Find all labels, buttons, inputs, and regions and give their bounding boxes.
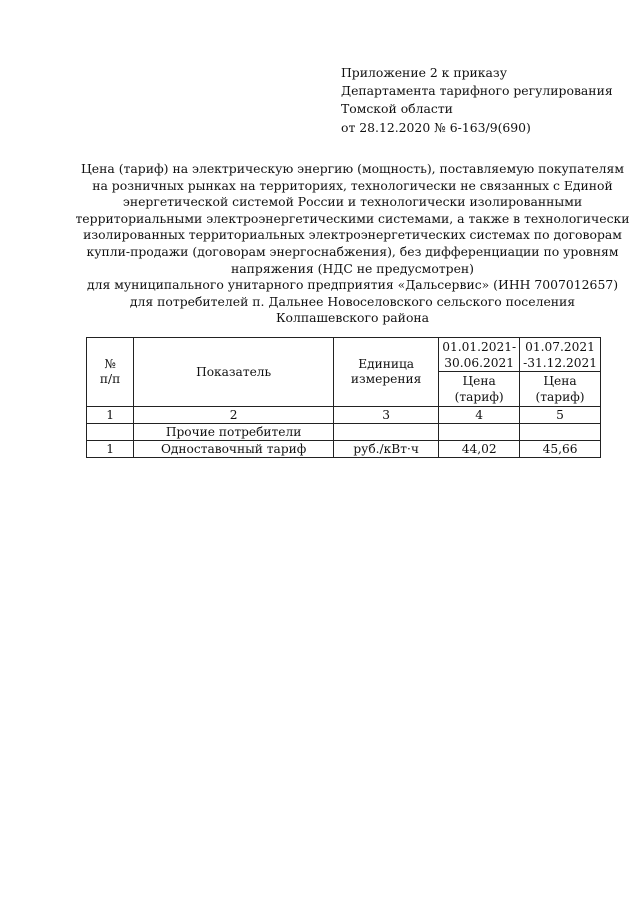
row-indicator: Одноставочный тариф xyxy=(134,441,334,458)
column-number: 1 xyxy=(87,407,134,424)
row-price-1: 44,02 xyxy=(439,441,520,458)
column-number: 3 xyxy=(334,407,439,424)
table-header-row xyxy=(87,338,601,372)
title-line: напряжения (НДС не предусмотрен) xyxy=(230,260,474,276)
header-unit: Единица измерения xyxy=(334,338,439,407)
row-price-2: 45,66 xyxy=(520,441,601,458)
header-price-1: Цена (тариф) xyxy=(439,372,520,407)
title-line: территориальными электроэнергетическими системами, а также в технологически xyxy=(75,210,630,226)
annex-line: Департамента тарифного регулирования xyxy=(341,83,613,99)
annex-line: Томской области xyxy=(341,101,453,117)
header-price-2: Цена (тариф) xyxy=(520,372,601,407)
document-title xyxy=(60,161,640,327)
title-line: Колпашевского района xyxy=(275,310,430,326)
group-label: Прочие потребители xyxy=(134,424,334,441)
tariff-table xyxy=(86,337,601,458)
title-line: Цена (тариф) на электрическую энергию (мощность), поставляемую покупателям xyxy=(80,161,625,176)
annex-line: Приложение 2 к приказу xyxy=(341,65,507,80)
group-empty-cell xyxy=(439,424,520,441)
annex-line: от 28.12.2020 № 6-163/9(690) xyxy=(341,119,531,135)
table-row xyxy=(87,441,601,458)
annex-reference xyxy=(341,64,613,137)
group-row xyxy=(87,424,601,441)
group-empty-cell xyxy=(520,424,601,441)
title-line: изолированных территориальных электроэнергетических системах по договорам xyxy=(83,227,622,243)
title-line: для муниципального унитарного предприятия «Дальсервис» (ИНН 7007012657) xyxy=(86,277,619,293)
header-period-1: 01.01.2021- 30.06.2021 xyxy=(439,338,520,372)
title-line: купли-продажи (договорам энергоснабжения), без дифференциации по уровням xyxy=(86,243,619,259)
column-number: 5 xyxy=(520,407,601,424)
title-line: энергетической системой России и технологически изолированными xyxy=(122,194,583,210)
title-line: на розничных рынках на территориях, технологически не связанных с Единой xyxy=(92,177,613,193)
column-number: 2 xyxy=(134,407,334,424)
header-period-2: 01.07.2021 -31.12.2021 xyxy=(520,338,601,372)
group-empty-cell xyxy=(334,424,439,441)
row-unit: руб./кВт·ч xyxy=(334,441,439,458)
group-empty-cell xyxy=(87,424,134,441)
header-num: № п/п xyxy=(87,338,134,407)
row-num: 1 xyxy=(87,441,134,458)
column-number: 4 xyxy=(439,407,520,424)
title-line: для потребителей п. Дальнее Новоселовского сельского поселения xyxy=(129,293,576,309)
column-number-row xyxy=(87,407,601,424)
header-indicator: Показатель xyxy=(134,338,334,407)
